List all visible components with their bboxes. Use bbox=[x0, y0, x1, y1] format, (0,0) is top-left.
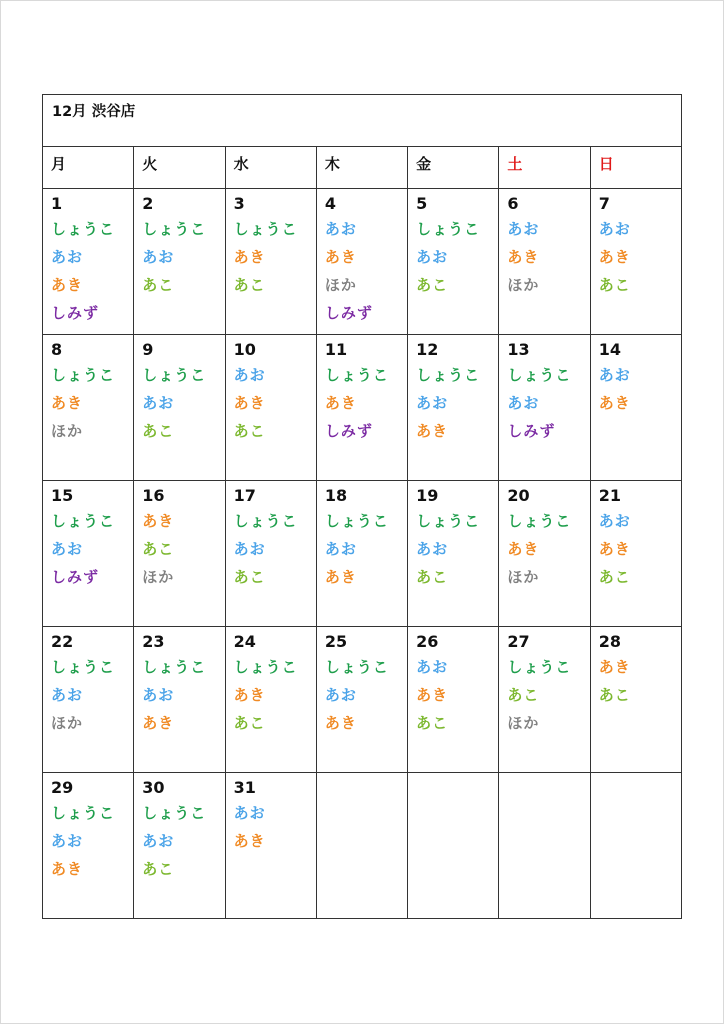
day-number: 31 bbox=[233, 778, 256, 797]
day-cell bbox=[225, 189, 316, 335]
day-number: 22 bbox=[51, 632, 74, 651]
staff-name: あお bbox=[324, 686, 357, 704]
day-cell bbox=[499, 335, 590, 481]
staff-name: しょうこ bbox=[324, 512, 389, 530]
day-cell bbox=[134, 773, 225, 919]
title-row bbox=[43, 95, 682, 147]
staff-name: ほか bbox=[507, 714, 540, 732]
staff-name: しょうこ bbox=[51, 220, 116, 238]
empty-day-cell bbox=[590, 773, 681, 919]
staff-name: あお bbox=[324, 220, 357, 238]
day-cell bbox=[408, 481, 499, 627]
day-cell bbox=[316, 481, 407, 627]
staff-name: あこ bbox=[598, 568, 631, 586]
day-cell bbox=[225, 773, 316, 919]
day-number: 28 bbox=[598, 632, 621, 651]
day-cell bbox=[134, 627, 225, 773]
staff-name: あこ bbox=[233, 568, 266, 586]
day-cell bbox=[225, 481, 316, 627]
staff-name: あき bbox=[51, 860, 84, 878]
staff-name: あお bbox=[416, 394, 449, 412]
staff-name: あき bbox=[598, 248, 631, 266]
staff-name: あき bbox=[507, 540, 540, 558]
staff-name: しょうこ bbox=[507, 658, 572, 676]
staff-name: あお bbox=[507, 220, 540, 238]
day-cell bbox=[225, 627, 316, 773]
weekday-thursday: 木 bbox=[316, 147, 407, 189]
day-number: 2 bbox=[142, 194, 154, 213]
day-cell bbox=[316, 627, 407, 773]
shift-calendar bbox=[42, 94, 682, 919]
staff-name: あお bbox=[51, 540, 84, 558]
staff-name: あき bbox=[507, 248, 540, 266]
staff-name: あこ bbox=[233, 714, 266, 732]
staff-name: しょうこ bbox=[416, 512, 481, 530]
day-number: 12 bbox=[416, 340, 439, 359]
staff-name: あお bbox=[416, 248, 449, 266]
staff-name: しょうこ bbox=[233, 658, 298, 676]
staff-name: ほか bbox=[324, 276, 357, 294]
day-cell bbox=[590, 335, 681, 481]
staff-name: あこ bbox=[233, 276, 266, 294]
staff-name: あこ bbox=[507, 686, 540, 704]
day-number: 11 bbox=[324, 340, 348, 359]
staff-name: あこ bbox=[598, 686, 631, 704]
staff-name: あお bbox=[507, 394, 540, 412]
day-cell bbox=[43, 335, 134, 481]
staff-name: しみず bbox=[51, 568, 100, 586]
weekday-sunday: 日 bbox=[590, 147, 681, 189]
day-number: 19 bbox=[416, 486, 439, 505]
staff-name: あき bbox=[416, 422, 449, 440]
staff-name: しみず bbox=[324, 422, 373, 440]
staff-name: しょうこ bbox=[51, 658, 116, 676]
staff-name: あお bbox=[598, 366, 631, 384]
day-number: 10 bbox=[233, 340, 256, 359]
staff-name: しょうこ bbox=[233, 220, 298, 238]
staff-name: ほか bbox=[507, 276, 540, 294]
day-cell bbox=[590, 627, 681, 773]
staff-name: あお bbox=[142, 832, 175, 850]
staff-name: しょうこ bbox=[416, 366, 481, 384]
day-number: 25 bbox=[324, 632, 348, 651]
weeks-body bbox=[43, 189, 682, 919]
staff-name: あき bbox=[233, 394, 266, 412]
day-cell bbox=[316, 335, 407, 481]
staff-name: あこ bbox=[142, 422, 175, 440]
day-cell bbox=[43, 773, 134, 919]
staff-name: しょうこ bbox=[324, 658, 389, 676]
week-row bbox=[43, 189, 682, 335]
staff-name: ほか bbox=[51, 422, 84, 440]
day-number: 14 bbox=[598, 340, 621, 359]
staff-name: あき bbox=[51, 276, 84, 294]
day-cell bbox=[499, 627, 590, 773]
staff-name: ほか bbox=[507, 568, 540, 586]
day-number: 24 bbox=[233, 632, 256, 651]
day-cell bbox=[43, 189, 134, 335]
day-cell bbox=[408, 627, 499, 773]
staff-name: あお bbox=[416, 540, 449, 558]
staff-name: しみず bbox=[507, 422, 556, 440]
week-row bbox=[43, 481, 682, 627]
staff-name: あき bbox=[598, 394, 631, 412]
day-number: 9 bbox=[142, 340, 154, 359]
empty-day-cell bbox=[316, 773, 407, 919]
staff-name: あき bbox=[51, 394, 84, 412]
day-cell bbox=[316, 189, 407, 335]
staff-name: あき bbox=[324, 714, 357, 732]
staff-name: しょうこ bbox=[51, 512, 116, 530]
staff-name: あこ bbox=[416, 714, 449, 732]
staff-name: しょうこ bbox=[324, 366, 389, 384]
staff-name: あお bbox=[233, 366, 266, 384]
day-number: 6 bbox=[507, 194, 519, 213]
staff-name: あお bbox=[51, 832, 84, 850]
staff-name: あこ bbox=[416, 568, 449, 586]
day-number: 7 bbox=[598, 194, 610, 213]
staff-name: あこ bbox=[142, 276, 175, 294]
weekday-saturday: 土 bbox=[499, 147, 590, 189]
day-cell bbox=[134, 335, 225, 481]
staff-name: あお bbox=[416, 658, 449, 676]
staff-name: あこ bbox=[142, 540, 175, 558]
staff-name: あお bbox=[233, 540, 266, 558]
day-number: 4 bbox=[324, 194, 336, 213]
day-number: 17 bbox=[233, 486, 256, 505]
staff-name: しみず bbox=[324, 304, 373, 322]
day-number: 3 bbox=[233, 194, 245, 213]
staff-name: あこ bbox=[233, 422, 266, 440]
day-number: 30 bbox=[142, 778, 165, 797]
day-number: 8 bbox=[51, 340, 63, 359]
week-row bbox=[43, 773, 682, 919]
day-number: 5 bbox=[416, 194, 428, 213]
staff-name: あき bbox=[233, 248, 266, 266]
staff-name: しょうこ bbox=[507, 366, 572, 384]
staff-name: あお bbox=[142, 394, 175, 412]
day-number: 27 bbox=[507, 632, 530, 651]
staff-name: あこ bbox=[142, 860, 175, 878]
weekday-tuesday: 火 bbox=[134, 147, 225, 189]
staff-name: しょうこ bbox=[233, 512, 298, 530]
staff-name: しょうこ bbox=[142, 804, 207, 822]
staff-name: あき bbox=[324, 568, 357, 586]
day-number: 15 bbox=[51, 486, 74, 505]
day-cell bbox=[134, 189, 225, 335]
day-number: 1 bbox=[51, 194, 63, 213]
day-cell bbox=[225, 335, 316, 481]
staff-name: あこ bbox=[416, 276, 449, 294]
day-cell bbox=[43, 481, 134, 627]
empty-day-cell bbox=[499, 773, 590, 919]
day-cell bbox=[499, 481, 590, 627]
staff-name: あお bbox=[598, 512, 631, 530]
weekday-friday: 金 bbox=[408, 147, 499, 189]
staff-name: しょうこ bbox=[142, 366, 207, 384]
staff-name: あお bbox=[324, 540, 357, 558]
week-row bbox=[43, 627, 682, 773]
day-cell bbox=[43, 627, 134, 773]
staff-name: あお bbox=[598, 220, 631, 238]
staff-name: しょうこ bbox=[142, 220, 207, 238]
day-cell bbox=[408, 335, 499, 481]
calendar-title: 12月 渋谷店 bbox=[43, 95, 682, 147]
day-number: 20 bbox=[507, 486, 530, 505]
staff-name: あお bbox=[142, 686, 175, 704]
staff-name: しょうこ bbox=[507, 512, 572, 530]
weekday-header-row bbox=[43, 147, 682, 189]
day-number: 13 bbox=[507, 340, 530, 359]
staff-name: あお bbox=[51, 686, 84, 704]
staff-name: あき bbox=[324, 394, 357, 412]
staff-name: しょうこ bbox=[142, 658, 207, 676]
weekday-wednesday: 水 bbox=[225, 147, 316, 189]
day-cell bbox=[408, 189, 499, 335]
day-cell bbox=[590, 189, 681, 335]
staff-name: ほか bbox=[51, 714, 84, 732]
day-number: 16 bbox=[142, 486, 165, 505]
staff-name: あき bbox=[598, 540, 631, 558]
staff-name: あこ bbox=[598, 276, 631, 294]
staff-name: しょうこ bbox=[51, 366, 116, 384]
staff-name: あき bbox=[324, 248, 357, 266]
staff-name: あき bbox=[142, 512, 175, 530]
day-number: 21 bbox=[598, 486, 621, 505]
empty-day-cell bbox=[408, 773, 499, 919]
staff-name: あお bbox=[142, 248, 175, 266]
day-number: 29 bbox=[51, 778, 74, 797]
weekday-monday: 月 bbox=[43, 147, 134, 189]
day-cell bbox=[499, 189, 590, 335]
day-cell bbox=[134, 481, 225, 627]
staff-name: あお bbox=[51, 248, 84, 266]
staff-name: あき bbox=[233, 832, 266, 850]
staff-name: あき bbox=[142, 714, 175, 732]
day-number: 18 bbox=[324, 486, 348, 505]
day-number: 26 bbox=[416, 632, 439, 651]
day-cell bbox=[590, 481, 681, 627]
staff-name: あお bbox=[233, 804, 266, 822]
staff-name: しょうこ bbox=[51, 804, 116, 822]
day-number: 23 bbox=[142, 632, 165, 651]
staff-name: あき bbox=[233, 686, 266, 704]
staff-name: あき bbox=[598, 658, 631, 676]
week-row bbox=[43, 335, 682, 481]
staff-name: しょうこ bbox=[416, 220, 481, 238]
staff-name: しみず bbox=[51, 304, 100, 322]
staff-name: あき bbox=[416, 686, 449, 704]
staff-name: ほか bbox=[142, 568, 175, 586]
